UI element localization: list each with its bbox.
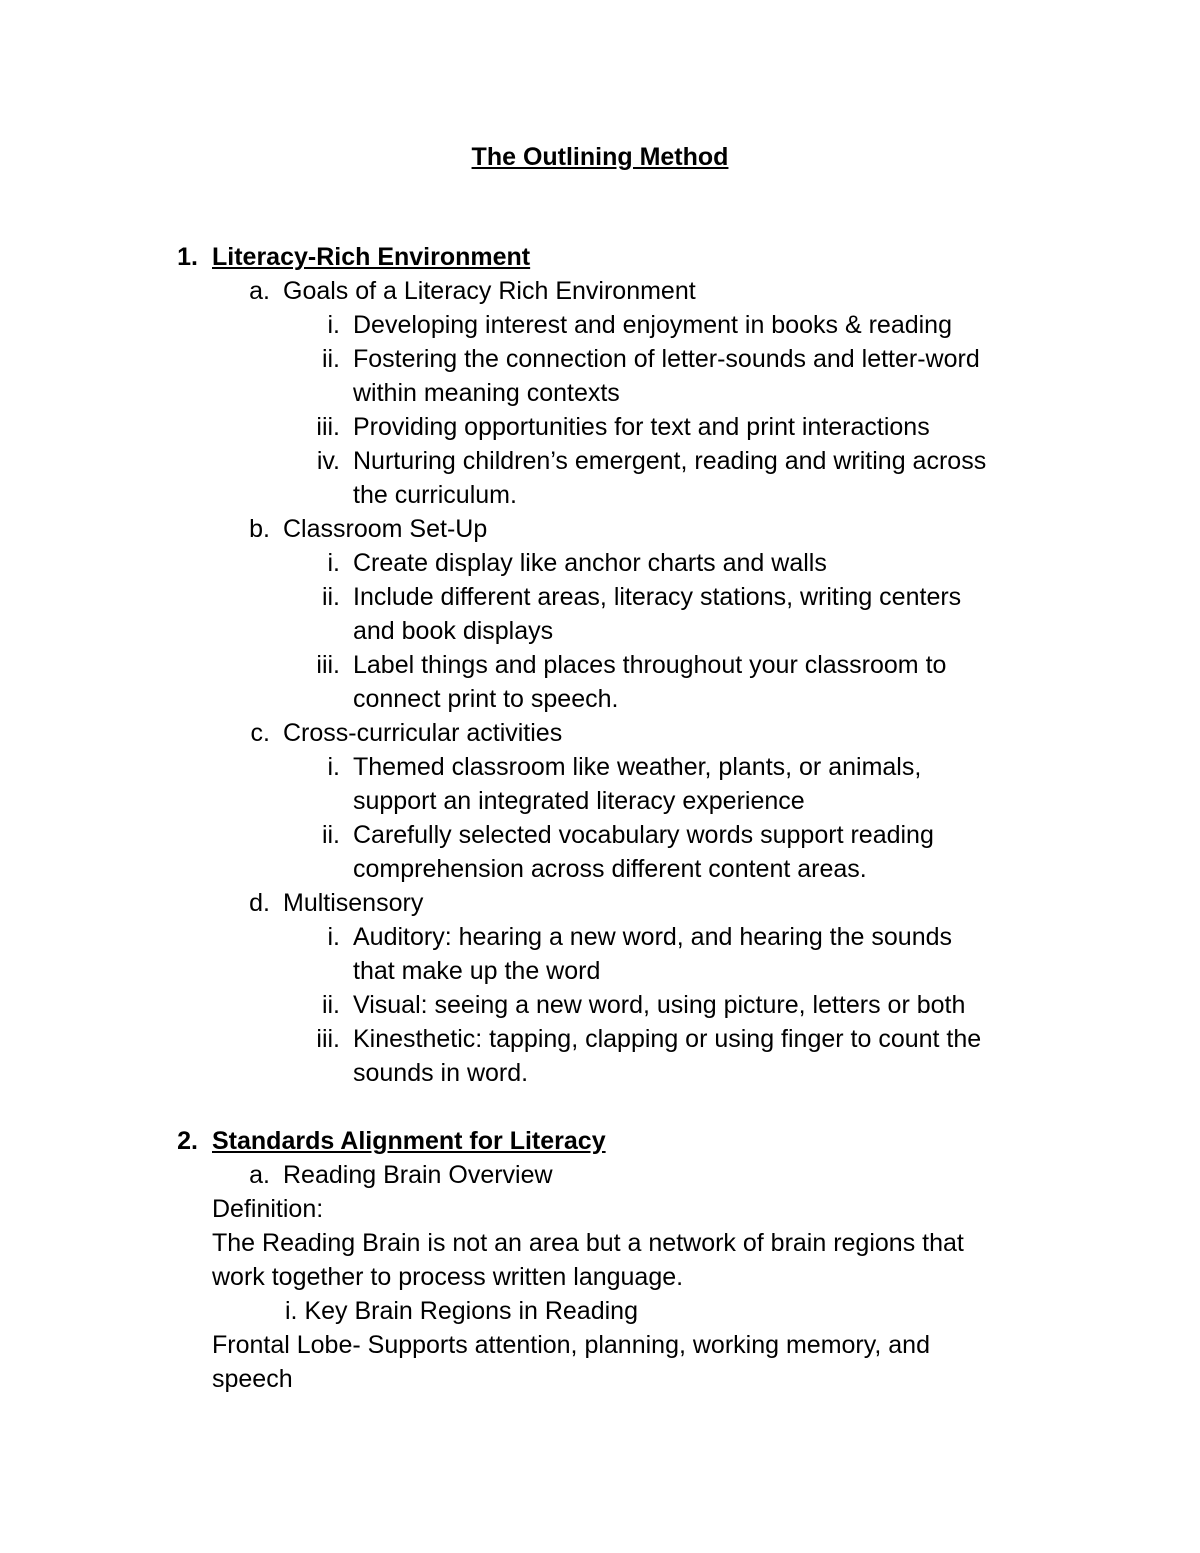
item-text: within meaning contexts bbox=[353, 379, 620, 407]
item-text: Carefully selected vocabulary words support reading bbox=[353, 821, 934, 849]
item-text: Create display like anchor charts and walls bbox=[353, 549, 827, 577]
item-marker: ii. bbox=[321, 345, 340, 373]
item-text: comprehension across different content areas. bbox=[353, 855, 867, 883]
document-title: The Outlining Method bbox=[471, 143, 729, 171]
item-marker: i. bbox=[327, 753, 340, 781]
subsection-marker: a. bbox=[249, 277, 270, 305]
section-number: 2. bbox=[177, 1127, 198, 1155]
section-heading: Standards Alignment for Literacy bbox=[212, 1127, 606, 1155]
item-text: connect print to speech. bbox=[353, 685, 619, 713]
item-text: Developing interest and enjoyment in books & reading bbox=[353, 311, 952, 339]
frontal-lobe-text: speech bbox=[212, 1365, 293, 1393]
item-text: that make up the word bbox=[353, 957, 601, 985]
item-marker: iii. bbox=[316, 413, 340, 441]
subsection-label: Reading Brain Overview bbox=[283, 1161, 553, 1189]
definition-text: The Reading Brain is not an area but a network of brain regions that bbox=[212, 1229, 964, 1257]
item-text: Nurturing children’s emergent, reading and writing across bbox=[353, 447, 987, 475]
item-marker: ii. bbox=[321, 821, 340, 849]
item-text: Themed classroom like weather, plants, or animals, bbox=[353, 753, 922, 781]
key-regions-heading: i. Key Brain Regions in Reading bbox=[285, 1297, 638, 1325]
item-marker: iii. bbox=[316, 1025, 340, 1053]
item-text: Visual: seeing a new word, using picture, letters or both bbox=[353, 991, 966, 1019]
subsection-marker: d. bbox=[249, 889, 270, 917]
section-heading: Literacy-Rich Environment bbox=[212, 243, 531, 271]
definition-label: Definition: bbox=[212, 1195, 324, 1223]
definition-text: work together to process written language. bbox=[212, 1263, 684, 1291]
item-text: the curriculum. bbox=[353, 481, 517, 509]
item-text: Providing opportunities for text and print interactions bbox=[353, 413, 930, 441]
section-number: 1. bbox=[177, 243, 198, 271]
item-text: Kinesthetic: tapping, clapping or using finger to count the bbox=[353, 1025, 982, 1053]
item-text: support an integrated literacy experience bbox=[353, 787, 805, 815]
item-text: Auditory: hearing a new word, and hearing the sounds bbox=[353, 923, 952, 951]
item-marker: ii. bbox=[321, 991, 340, 1019]
subsection-marker: a. bbox=[249, 1161, 270, 1189]
item-marker: ii. bbox=[321, 583, 340, 611]
subsection-label: Classroom Set-Up bbox=[283, 515, 488, 543]
item-text: Label things and places throughout your classroom to bbox=[353, 651, 947, 679]
item-text: sounds in word. bbox=[353, 1059, 529, 1087]
item-marker: iv. bbox=[316, 447, 340, 475]
item-text: and book displays bbox=[353, 617, 554, 645]
subsection-marker: b. bbox=[249, 515, 270, 543]
subsection-label: Cross-curricular activities bbox=[283, 719, 563, 747]
item-marker: i. bbox=[327, 923, 340, 951]
item-marker: iii. bbox=[316, 651, 340, 679]
frontal-lobe-text: Frontal Lobe- Supports attention, planning, working memory, and bbox=[212, 1331, 930, 1359]
item-marker: i. bbox=[327, 549, 340, 577]
item-text: Include different areas, literacy stations, writing centers bbox=[353, 583, 962, 611]
subsection-label: Multisensory bbox=[283, 889, 424, 917]
subsection-label: Goals of a Literacy Rich Environment bbox=[283, 277, 696, 305]
item-text: Fostering the connection of letter-sounds and letter-word bbox=[353, 345, 980, 373]
item-marker: i. bbox=[327, 311, 340, 339]
subsection-marker: c. bbox=[250, 719, 270, 747]
